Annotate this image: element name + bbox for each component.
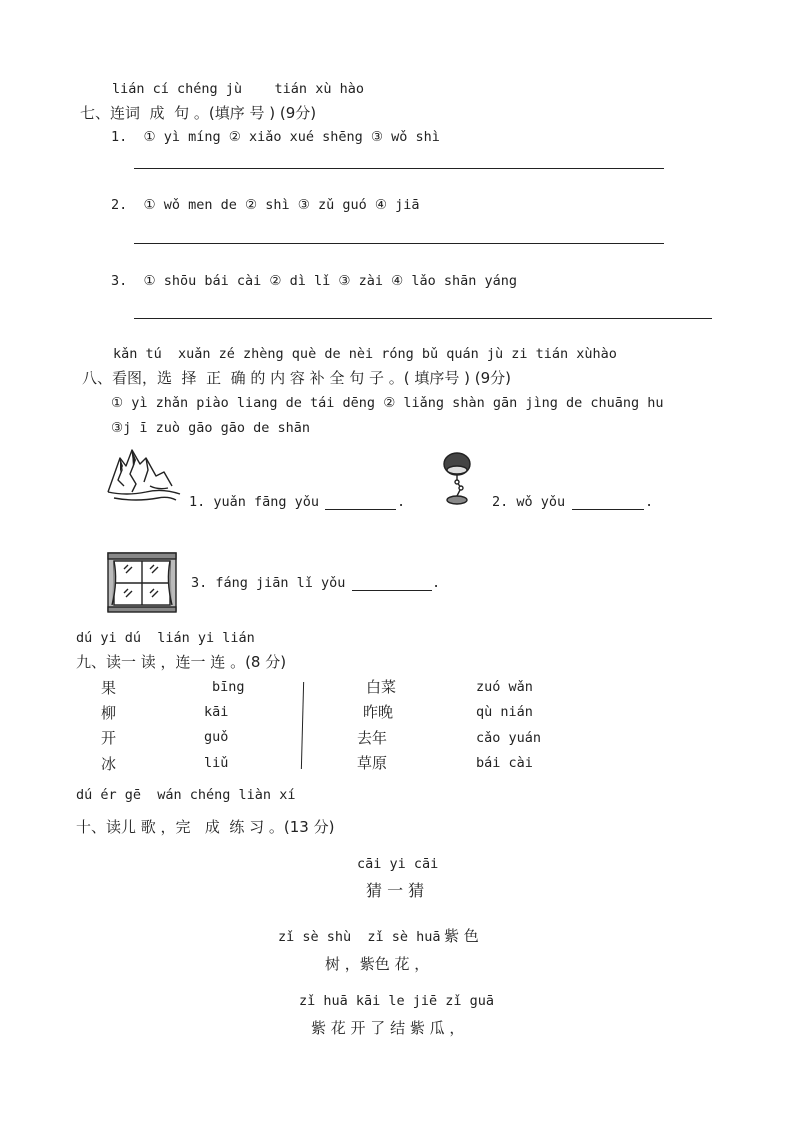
left-char[interactable]: 开 <box>101 729 117 747</box>
blank-8-2[interactable] <box>572 509 644 510</box>
right-word[interactable]: 草原 <box>357 754 388 772</box>
right-pinyin[interactable]: bái cài <box>476 755 533 771</box>
question-8-2: 2. wǒ yǒu <box>492 494 566 510</box>
right-pinyin[interactable]: zuó wǎn <box>476 679 533 695</box>
section-7-title: 七、连词 成 句 。(填序 号 ) (9分) <box>80 104 317 122</box>
right-word[interactable]: 去年 <box>357 729 388 747</box>
question-8-3: 3. fáng jiān lǐ yǒu <box>191 575 346 591</box>
poem-line-2-pinyin: zǐ huā kāi le jiē zǐ guā <box>299 993 495 1009</box>
answer-line-7-1[interactable] <box>134 168 664 169</box>
question-7-1: 1. ① yì míng ② xiǎo xué shēng ③ wǒ shì <box>111 129 440 145</box>
section-9-title: 九、读一 读 ，连一 连 。(8 分) <box>76 653 287 671</box>
right-pinyin[interactable]: qù nián <box>476 704 533 720</box>
answer-line-7-2[interactable] <box>134 243 664 244</box>
section-10-title: 十、读儿 歌 ，完 成 练 习 。(13 分) <box>76 818 335 836</box>
poem-line-1-pinyin: zǐ sè shù zǐ sè huā <box>278 929 441 945</box>
section-8-title: 八、看图，选 择 正 确 的 内 容 补 全 句 子 。( 填序号 ) (9分) <box>82 369 512 387</box>
question-8-1: 1. yuǎn fāng yǒu <box>189 494 320 510</box>
left-char[interactable]: 柳 <box>101 704 117 722</box>
desk-lamp-icon <box>440 452 474 506</box>
right-pinyin[interactable]: cǎo yuán <box>476 730 542 746</box>
blank-8-3[interactable] <box>352 590 432 591</box>
mountain-icon <box>106 446 182 502</box>
poem-line-1: 树 ，紫色 花 ， <box>325 955 430 973</box>
section-10-pinyin: dú ér gē wán chéng liàn xí <box>76 787 296 803</box>
window-icon <box>106 551 178 613</box>
section-7-pinyin: lián cí chéng jù tián xù hào <box>112 81 364 97</box>
question-7-3: 3. ① shōu bái cài ② dì lǐ ③ zài ④ lǎo shān yáng <box>111 273 518 289</box>
period-8-3: . <box>432 575 441 591</box>
left-pinyin[interactable]: bīng <box>212 679 245 695</box>
right-word[interactable]: 白菜 <box>366 678 397 696</box>
left-pinyin[interactable]: guǒ <box>204 729 229 745</box>
section-9-pinyin: dú yi dú lián yi lián <box>76 630 255 646</box>
poem-title-pinyin: cāi yi cāi <box>357 856 439 872</box>
options-line-2: ③j ī zuò gāo gāo de shān <box>111 420 311 436</box>
divider-line <box>301 682 304 769</box>
poem-line-1-tail: 紫 色 <box>444 927 479 945</box>
poem-line-2: 紫 花 开 了 结 紫 瓜 ， <box>311 1019 465 1037</box>
left-pinyin[interactable]: liǔ <box>204 755 229 771</box>
left-char[interactable]: 冰 <box>101 755 117 773</box>
section-8-pinyin: kǎn tú xuǎn zé zhèng què de nèi róng bǔ quán jù zi tián xùhào <box>113 346 617 362</box>
left-pinyin[interactable]: kāi <box>204 704 229 720</box>
question-7-2: 2. ① wǒ men de ② shì ③ zǔ guó ④ jiā <box>111 197 420 213</box>
right-word[interactable]: 昨晚 <box>363 703 394 721</box>
blank-8-1[interactable] <box>325 509 396 510</box>
answer-line-7-3[interactable] <box>134 318 712 319</box>
poem-title: 猜 一 猜 <box>366 881 425 900</box>
period-8-1: . <box>397 494 406 510</box>
period-8-2: . <box>645 494 654 510</box>
options-line-1: ① yì zhǎn piào liang de tái dēng ② liǎng shàn gān jìng de chuāng hu <box>111 395 664 411</box>
left-char[interactable]: 果 <box>101 679 117 697</box>
